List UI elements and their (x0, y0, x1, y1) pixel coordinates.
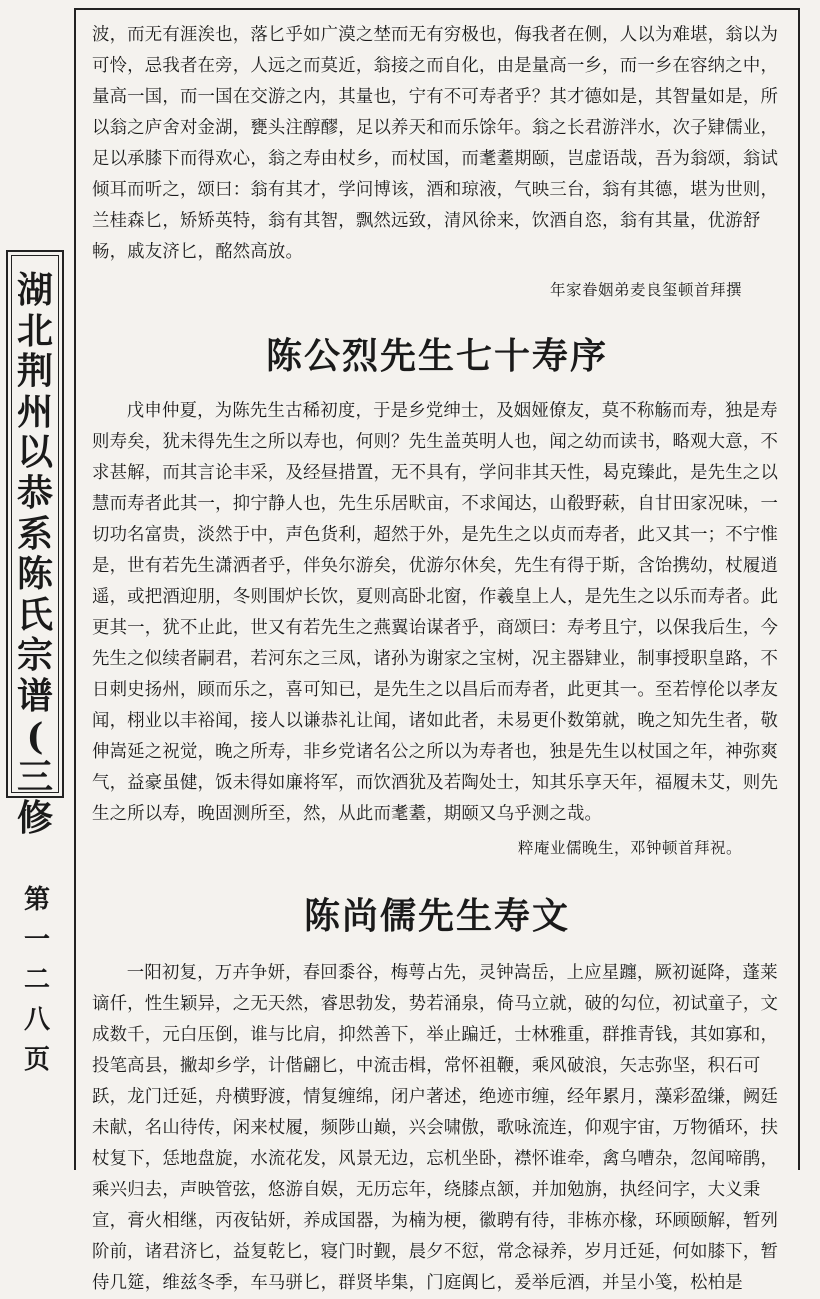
page-number-char: 一 (23, 925, 50, 955)
genealogy-banner-inner (11, 255, 59, 839)
page-number-char: 第 (23, 885, 50, 915)
banner-char: 州 (16, 390, 53, 433)
content-frame (74, 8, 800, 1293)
page-number-char: 二 (23, 965, 50, 995)
banner-char: 湖 (16, 269, 53, 311)
section2-text: 戊申仲夏，为陈先生古稀初度，于是乡党绅士，及姻娅僚友，莫不称觞而寿，独是寿则寿矣，犹未得先生之所以寿也，何则？先生盖英明人也，闻之幼而读书，略观大意，不求甚解，而其言论丰采，及经昼措置，无不具有，学问非其天性，曷克臻此，是先生之以慧而寿者此其一，抑宁静人也，先生乐居畎亩，不求闻达，山殽野蔌，自甘田家况味，一切功名富贵，淡然于中，声色货利，超然于外，是先生之以贞而寿者，此又其一；不宁惟是，世有若先生潇洒者乎，伴奂尔游矣，优游尔休矣，先生有得于斯，含饴携幼，杖履逍遥，或把酒迎朋，冬则围炉长饮，夏则高卧北窗，作羲皇上人，是先生之以乐而寿者。此更其一，犹不止此，世又有若先生之燕翼诒谋者乎，商颂曰：寿考且宁，以保我后生，今先生之似续者嗣君，若河东之三凤，诸孙为谢家之宝树，况主器肄业，制事授职皇路，不日刺史扬州，顾而乐之，喜可知已，是先生之以昌后而寿者，此更其一。至若惇伦以孝友闻，栩业以丰裕闻，接人以谦恭礼让闻，诸如此者，未易更仆数第就，晚之知先生者，敬伸嵩延之祝觉，晚之所寿，非乡党诸名公之所以为寿者也，独是先生以杖国之年，神弥爽气，益豪虽健，饭未得如廉将军，而饮酒犹及若陶处士，知其乐享天年，福履未艾，则先生之所以寿，晚固测所至，然，从此而耄耋，期颐又乌乎测之哉。 (92, 401, 779, 824)
section3-text: 一阳初复，万卉争妍，春回黍谷，梅萼占先，灵钟嵩岳，上应星躔，厥初诞降，蓬莱谪仟，性生颖异，之无天然，睿思勃发，势若涌泉，倚马立就，破的勾位，初试童子，文成数千，元白压倒，谁与比肩，抑然善下，举止蹁迁，士林雅重，群推青钱，其如寡和，投笔高县，撇却乡学，计偕翩匕，中流击楫，常怀祖鞭，乘风破浪，矢志弥坚，积石可跃，龙门迁延，舟横野渡，情复缠绵，闭户著述，绝迹市缠，经年累月，藻彩盈缣，阙廷未献，名山待传，闲来杖履，频陟山巅，兴会啸傲，歌咏流连，仰观宇宙，万物循环，扶杖复下，恁地盘旋，水流花发，风景无边，忘机坐卧，襟怀谁牵，禽乌嘈杂，忽闻啼鹃，乘兴归去，声映管弦，悠游自娱，无历忘年，绕膝点颔，并加勉旃，执经问字，大义秉宣，膏火相继，丙夜钻妍，养成国器，为楠为梗，徽聘有待，非栋亦椽，环顾颐解，暂列阶前，诸君济匕，益复乾匕，寝门时觐，晨夕不愆，常念禄养，岁月迁延，何如膝下，暂侍几筵，维兹冬季，车马骈匕，群贤毕集，门庭阗匕，爰举卮酒，并呈小笺，松柏是 (92, 963, 779, 1293)
genealogy-banner (6, 250, 64, 839)
page-number (14, 880, 60, 1080)
banner-char: 三 (16, 756, 53, 799)
banner-char: 荆 (16, 350, 53, 393)
banner-char: 谱 (16, 674, 53, 717)
banner-char: 恭 (16, 471, 53, 514)
section2-title: 陈公烈先生七十寿序 (265, 335, 608, 377)
banner-char: 以 (16, 431, 53, 474)
banner-char: 氏 (16, 593, 53, 636)
section1-signature: 年家眷姻弟麦良玺顿首拜撰 (549, 281, 742, 299)
page-number-char: 页 (23, 1045, 50, 1075)
page-number-char: 八 (23, 1005, 50, 1035)
banner-char: 宗 (16, 634, 53, 677)
banner-char: 陈 (16, 553, 53, 596)
banner-char: ( (26, 715, 44, 758)
banner-char: 系 (16, 512, 53, 555)
banner-char: 北 (16, 309, 53, 352)
banner-char: 修 (16, 796, 53, 839)
section2-signature: 粹庵业儒晚生，邓钟顿首拜祝。 (517, 839, 742, 857)
section1-text: 波，而无有涯涘也，落匕乎如广漠之埜而无有穷极也，侮我者在侧，人以为难堪，翁以为可怜，忌我者在旁，人远之而莫近，翁接之而自化，由是量高一乡，而一乡在容纳之中，量高一国，而一国在交游之内，其量也，宁有不可寿者乎？其才德如是，其智量如是，所以翁之庐舍对金湖，甕头注醇醪，足以养天和而乐馀年。翁之长君游泮水，次子肄儒业，足以承膝下而得欢心，翁之寿由杖乡，而杖国，而耄耋期颐，岂虚语哉，吾为翁颂，翁试倾耳而听之，颂曰：翁有其才，学问博该，酒和琼液，气映三台，翁有其德，堪为世则，兰桂森匕，矫矫英特，翁有其智，飘然远致，清风徐来，饮酒自恣，翁有其量，优游舒畅，戚友济匕，酩然高放。 (92, 25, 779, 262)
section3-title: 陈尚儒先生寿文 (303, 895, 570, 937)
